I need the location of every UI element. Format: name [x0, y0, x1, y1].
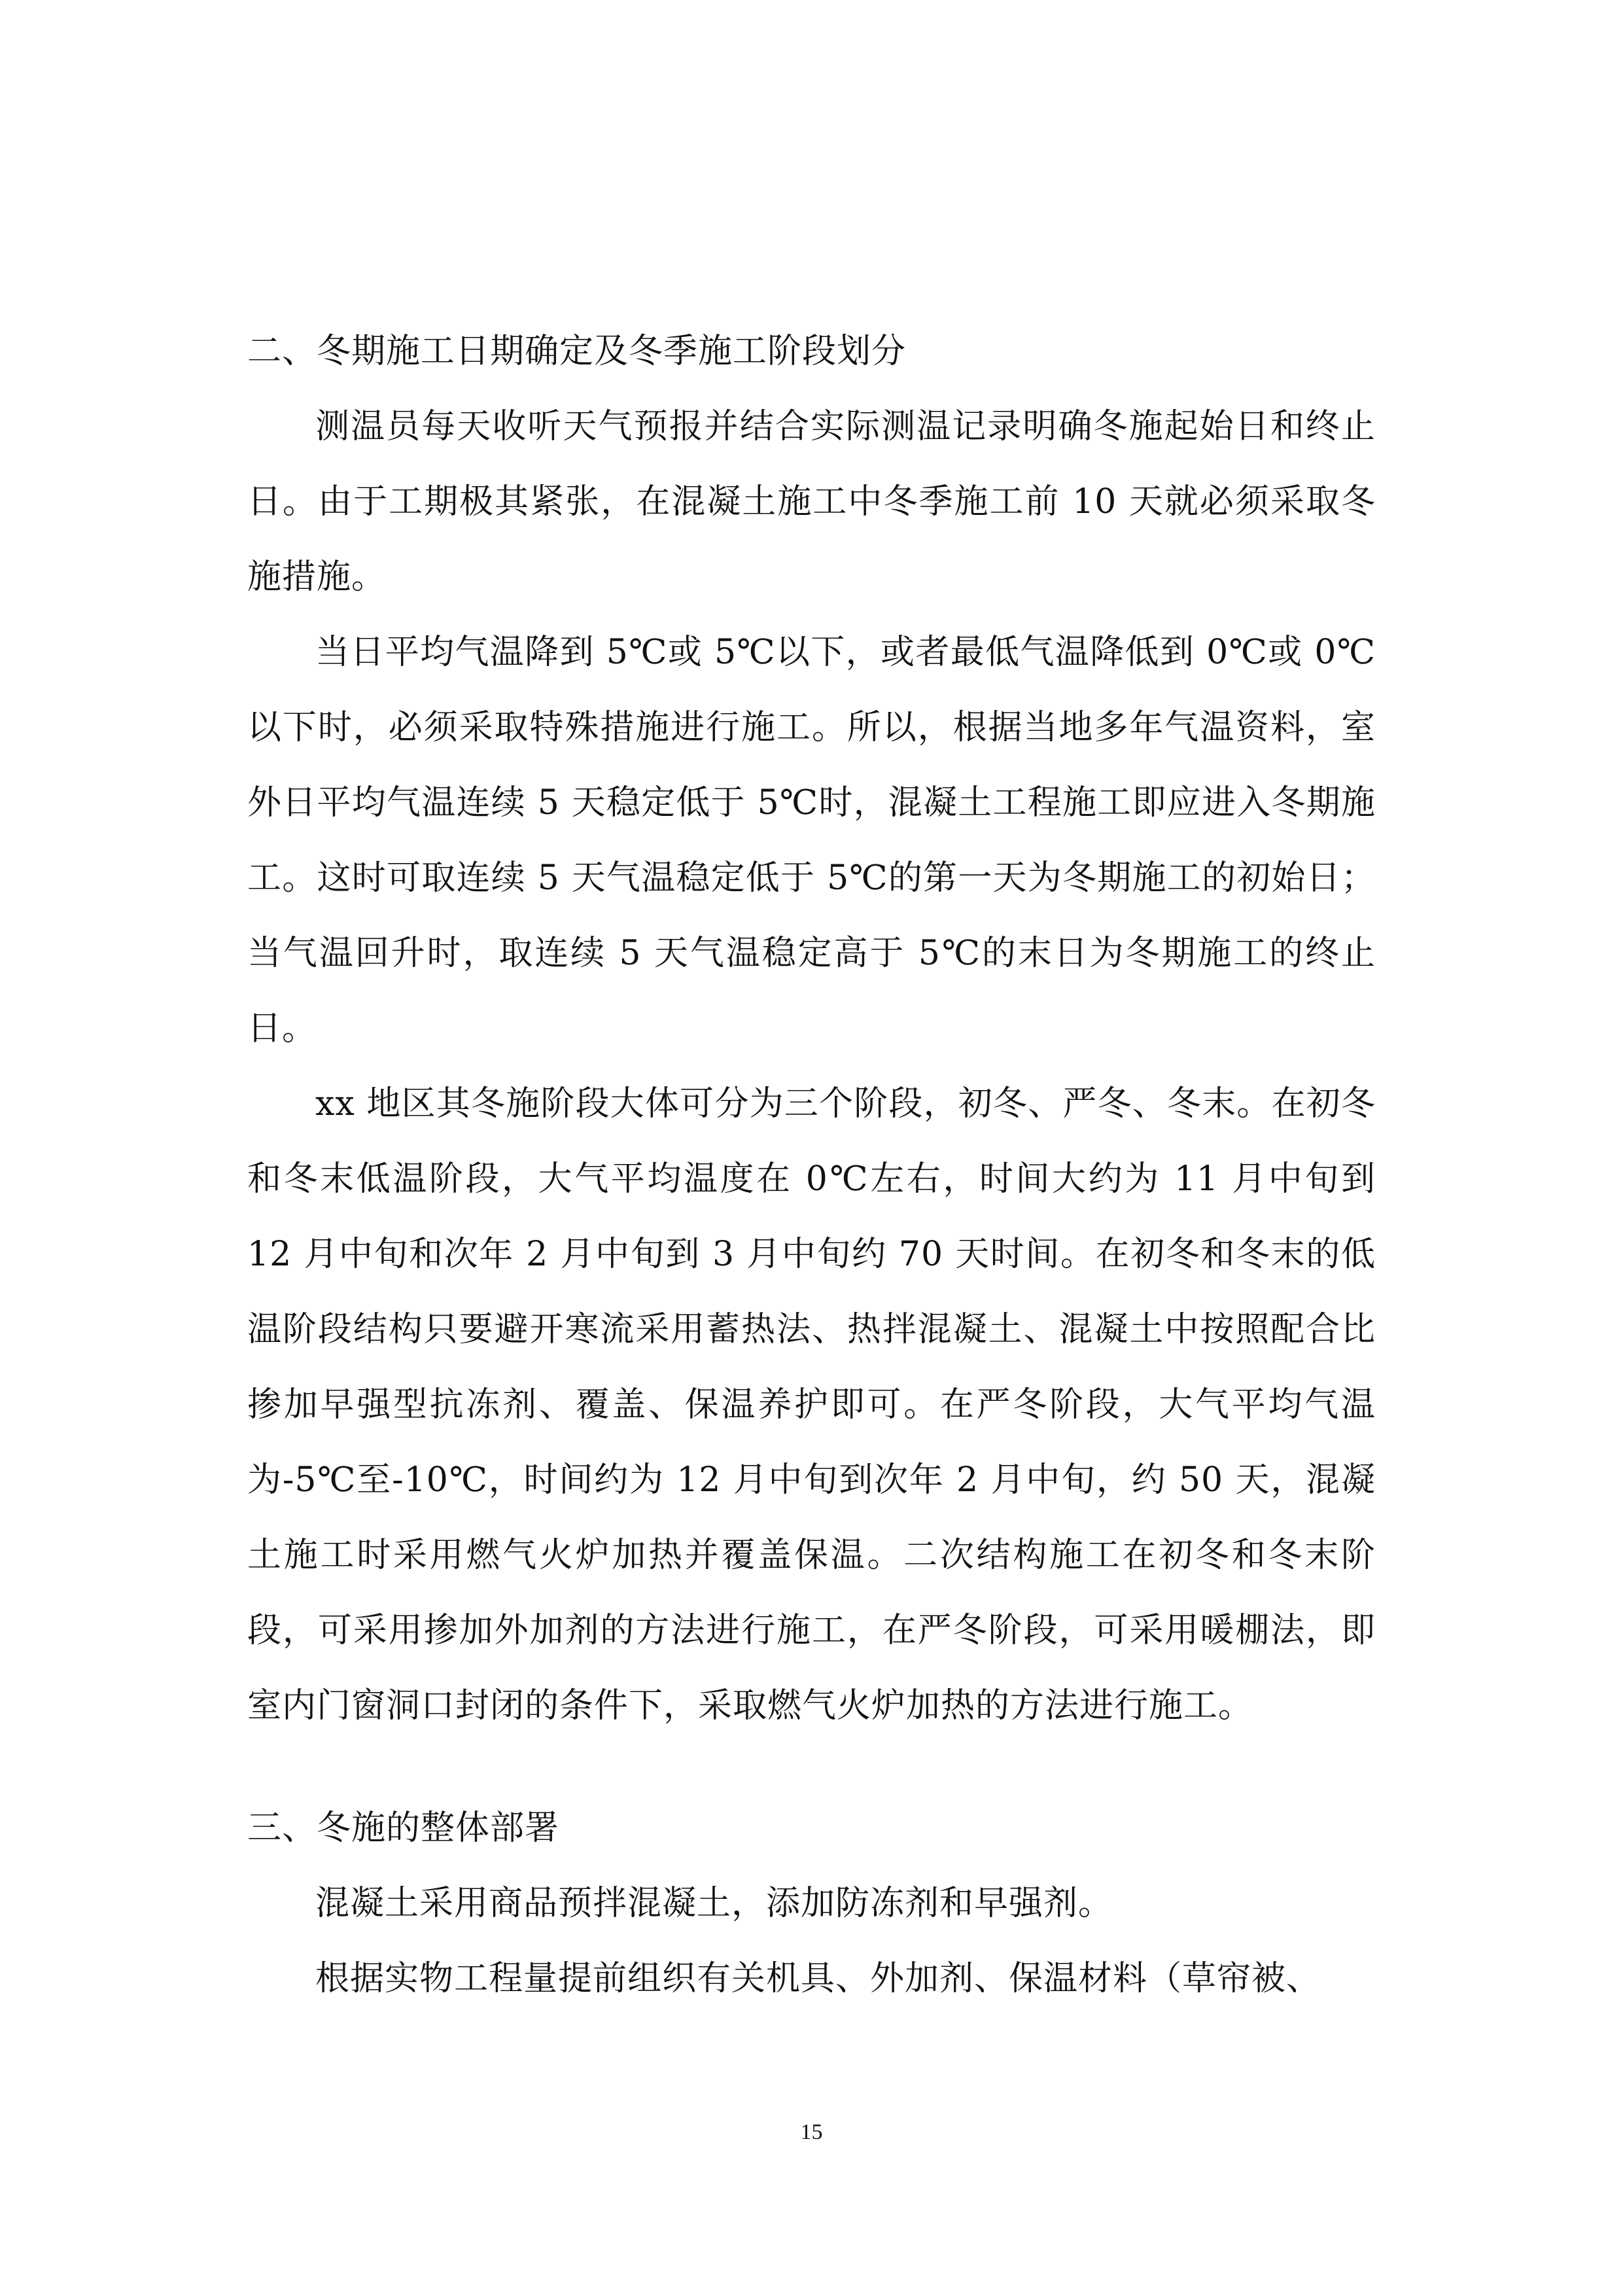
paragraph-winter-start-criteria: 当日平均气温降到 5℃或 5℃以下，或者最低气温降低到 0℃或 0℃以下时，必须采取特殊措施进行施工。所以，根据当地多年气温资料，室外日平均气温连续 5 天稳定低于 5℃时，混凝土工程施工即应进入冬期施工。这时可取连续 5 天气温稳定低于 5℃的第一天为冬期施工的初始日；当气温回升时，取连续 5 天气温稳定高于 5℃的末日为冬期施工的终止日。: [247, 633, 1376, 1048]
paragraph-winter-stages: xx 地区其冬施阶段大体可分为三个阶段，初冬、严冬、冬末。在初冬和冬末低温阶段，大气平均温度在 0℃左右，时间大约为 11 月中旬到 12 月中旬和次年 2 月中旬到 3 月中旬约 70 天时间。在初冬和冬末的低温阶段结构只要避开寒流采用蓄热法、热拌混凝土、混凝土中按照配合比掺加早强型抗冻剂、覆盖、保温养护即可。在严冬阶段，大气平均气温为-5℃至-10℃，时间约为 12 月中旬到次年 2 月中旬，约 50 天，混凝土施工时采用燃气火炉加热并覆盖保温。二次结构施工在初冬和冬末阶段，可采用掺加外加剂的方法进行施工，在严冬阶段，可采用暖棚法，即室内门窗洞口封闭的条件下，采取燃气火炉加热的方法进行施工。: [247, 1084, 1376, 1725]
section-heading-2: 二、冬期施工日期确定及冬季施工阶段划分: [247, 332, 907, 371]
page-body: [247, 314, 1376, 2017]
section-heading-3: 三、冬施的整体部署: [247, 1809, 560, 1848]
page-number: 15: [800, 2120, 823, 2144]
paragraph-materials-preparation: 根据实物工程量提前组织有关机具、外加剂、保温材料（草帘被、: [315, 1959, 1321, 1998]
paragraph-ready-mix-concrete: 混凝土采用商品预拌混凝土，添加防冻剂和早强剂。: [315, 1884, 1113, 1923]
paragraph-temperature-monitoring: 测温员每天收听天气预报并结合实际测温记录明确冬施起始日和终止日。由于工期极其紧张，在混凝土施工中冬季施工前 10 天就必须采取冬施措施。: [247, 407, 1376, 597]
